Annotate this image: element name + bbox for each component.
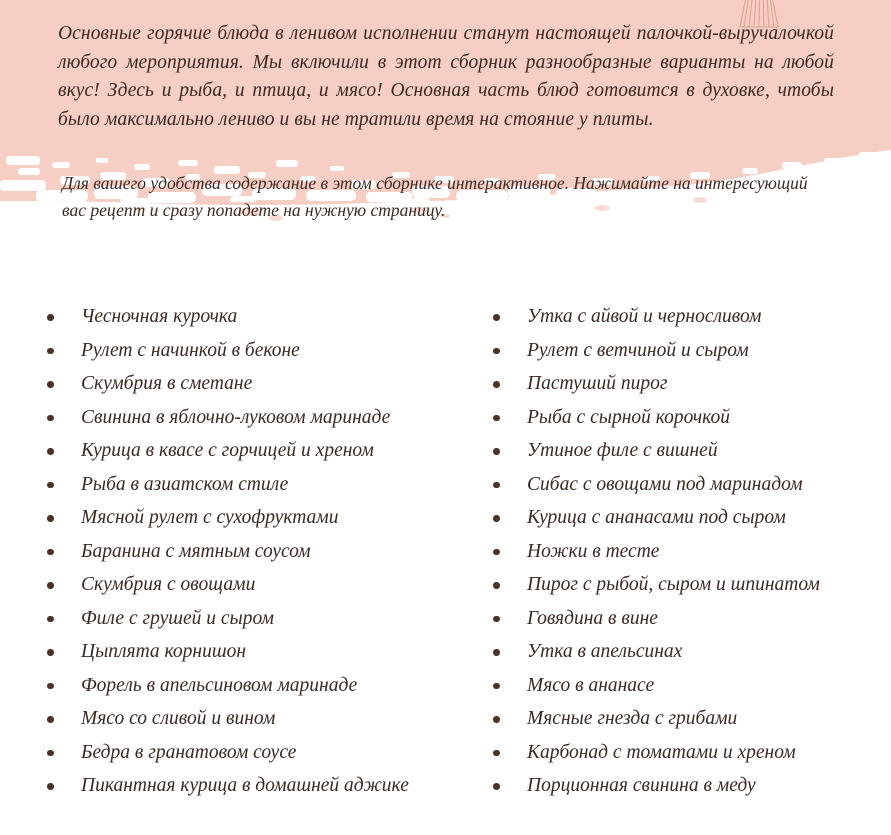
recipe-link[interactable] — [46, 736, 486, 770]
recipe-label: Утка с айвой и черносливом — [527, 306, 762, 327]
recipe-link[interactable] — [46, 434, 486, 468]
bullet-icon — [493, 448, 500, 455]
recipe-link[interactable] — [492, 568, 891, 602]
recipe-label: Говядина в вине — [527, 607, 658, 629]
bullet-icon — [493, 348, 500, 355]
bullet-icon — [493, 415, 500, 422]
recipe-label: Утка в апельсинах — [527, 641, 683, 662]
bullet-icon — [493, 549, 500, 556]
bullet-icon — [47, 381, 54, 388]
recipe-label: Филе с грушей и сыром — [81, 607, 274, 629]
contents-right-column — [492, 300, 891, 803]
recipe-label: Скумбрия в сметане — [81, 373, 253, 394]
bullet-icon — [47, 716, 54, 723]
bullet-icon — [493, 515, 500, 522]
bullet-icon — [493, 683, 500, 690]
recipe-link[interactable] — [46, 602, 486, 636]
recipe-link[interactable] — [46, 669, 486, 703]
recipe-link[interactable] — [492, 736, 891, 770]
bullet-icon — [47, 683, 54, 690]
intro-paragraph: Основные горячие блюда в ленивом исполнении станут настоящей палочкой-выручалочкой любого мероприятия. Мы включили в этот сборник разнообразные варианты на любой вкус! Здесь и рыба, и птица, и мясо! Основная часть блюд готовится в духовке, чтобы было максимально лениво и вы не тратили время на стояние у плиты. — [58, 23, 834, 130]
bullet-icon — [47, 549, 54, 556]
bullet-icon — [47, 649, 54, 656]
recipe-link[interactable] — [46, 401, 486, 435]
recipe-label: Бедра в гранатовом соусе — [81, 741, 297, 763]
recipe-label: Ножки в тесте — [527, 540, 660, 562]
recipe-label: Сибас с овощами под маринадом — [527, 473, 803, 495]
intro-paragraph-block — [58, 20, 834, 134]
recipe-link[interactable] — [46, 702, 486, 736]
recipe-label: Баранина с мятным соусом — [81, 540, 311, 562]
recipe-label: Чесночная курочка — [81, 306, 238, 327]
bullet-icon — [47, 314, 54, 321]
bullet-icon — [493, 381, 500, 388]
recipe-label: Рыба в азиатском стиле — [81, 473, 289, 495]
recipe-label: Рулет с начинкой в беконе — [81, 339, 300, 361]
recipe-label: Рулет с ветчиной и сыром — [527, 339, 749, 361]
recipe-link[interactable] — [46, 468, 486, 502]
recipe-link[interactable] — [492, 769, 891, 803]
bullet-icon — [493, 716, 500, 723]
bullet-icon — [47, 482, 54, 489]
bullet-icon — [493, 783, 500, 790]
recipe-label: Курица с ананасами под сыром — [527, 507, 786, 528]
recipe-link[interactable] — [492, 702, 891, 736]
bullet-icon — [47, 415, 54, 422]
recipe-link[interactable] — [492, 669, 891, 703]
bullet-icon — [47, 750, 54, 757]
recipe-link[interactable] — [492, 401, 891, 435]
recipe-label: Мясо в ананасе — [527, 674, 655, 696]
bullet-icon — [47, 616, 54, 623]
bullet-icon — [493, 649, 500, 656]
recipe-link[interactable] — [46, 367, 486, 401]
recipe-link[interactable] — [492, 635, 891, 669]
recipe-label: Рыба с сырной корочкой — [527, 406, 731, 428]
recipe-link[interactable] — [492, 334, 891, 368]
recipe-link[interactable] — [46, 635, 486, 669]
bullet-icon — [47, 348, 54, 355]
recipe-link[interactable] — [46, 535, 486, 569]
recipe-link[interactable] — [46, 300, 486, 334]
recipe-label: Свинина в яблочно-луковом маринаде — [81, 406, 391, 428]
recipe-link[interactable] — [492, 434, 891, 468]
recipe-label: Пикантная курица в домашней аджике — [81, 775, 409, 796]
recipe-label: Утиное филе с вишней — [527, 440, 718, 461]
recipe-link[interactable] — [492, 501, 891, 535]
recipe-link[interactable] — [492, 535, 891, 569]
recipe-label: Мясной рулет с сухофруктами — [81, 507, 339, 528]
recipe-link[interactable] — [492, 367, 891, 401]
contents-list — [0, 300, 891, 835]
recipe-link[interactable] — [46, 334, 486, 368]
recipe-label: Мясные гнезда с грибами — [527, 708, 738, 729]
bullet-icon — [493, 482, 500, 489]
recipe-label: Курица в квасе с горчицей и хреном — [81, 440, 374, 461]
recipe-label: Карбонад с томатами и хреном — [527, 741, 796, 763]
bullet-icon — [493, 314, 500, 321]
recipe-label: Пирог с рыбой, сыром и шпинатом — [527, 574, 820, 595]
recipe-label: Мясо со сливой и вином — [81, 708, 276, 729]
recipe-link[interactable] — [46, 568, 486, 602]
bullet-icon — [493, 750, 500, 757]
interactive-note: Для вашего удобства содержание в этом сборнике интерактивное. Нажимайте на интересующий вас рецепт и сразу попадете на нужную страницу. — [62, 173, 808, 220]
recipe-link[interactable] — [492, 468, 891, 502]
bullet-icon — [47, 783, 54, 790]
interactive-note-block — [62, 170, 834, 224]
bullet-icon — [493, 616, 500, 623]
recipe-link[interactable] — [46, 501, 486, 535]
bullet-icon — [493, 582, 500, 589]
bullet-icon — [47, 448, 54, 455]
bullet-icon — [47, 515, 54, 522]
bullet-icon — [47, 582, 54, 589]
recipe-link[interactable] — [492, 300, 891, 334]
recipe-label: Форель в апельсиновом маринаде — [81, 674, 358, 696]
contents-left-column — [46, 300, 486, 803]
recipe-link[interactable] — [46, 769, 486, 803]
recipe-label: Цыплята корнишон — [81, 641, 246, 662]
recipe-label: Скумбрия с овощами — [81, 574, 256, 595]
recipe-link[interactable] — [492, 602, 891, 636]
recipe-label: Порционная свинина в меду — [527, 775, 756, 796]
recipe-label: Пастуший пирог — [527, 373, 668, 394]
